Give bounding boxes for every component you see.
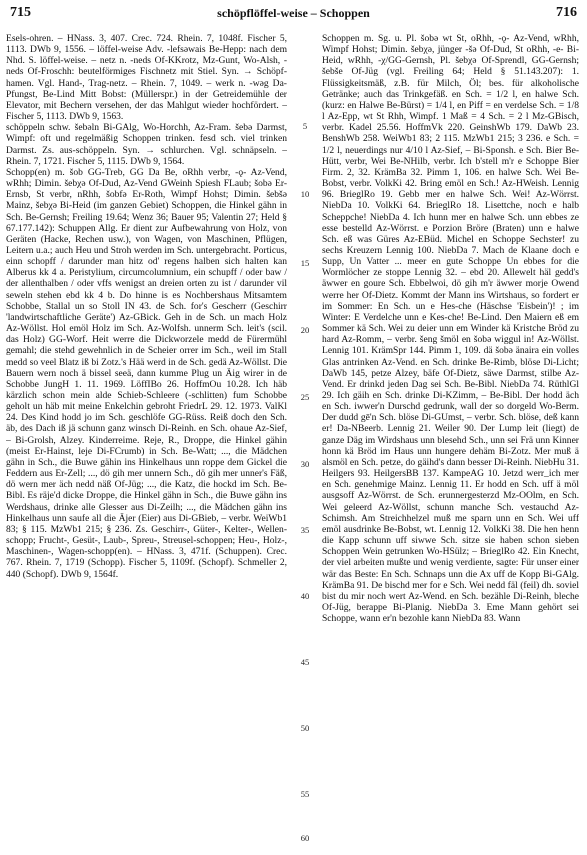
entry-paragraph: schöppeln schw. šebəln Bi-GAlg, Wo-Horchh, Az-Fram. šebə Darmst, Wimpf: oft und regelmäßig Schoppen trinken. fesd sch. viel trinken Darmst. Zs. aus-schöppeln. Syn. → schlurchen. Vgl. schnäpseln. – Rhein. 7, 1721. Fischer 5, 1115. DWb 9, 1564. bbox=[6, 122, 287, 167]
page-header bbox=[0, 0, 587, 28]
entry-paragraph: Schopp(en) m. šob GG-Treb, GG Da Be, oRhh verbr, -ǫ- Az-Vend, wRhh; Dimin. šebχə Of-Dud, Az-Vend GWeinh Spiesh FLaub; šobə Er-Ernsb, St verbr, nRhh, šobfə Er-Roth, Wimpf Hohst; Dimin. šebšə Mainz, šebχə Bi-Heid (im ganzen Gebiet) Schoppen, die Hinkel gähn in Sch. Be-Gernsh; Freiling 19.64; Wenz 36; Bauer 95; Valentin 27; Held § 67.177.142): Schuppen Allg. Er dient zur Aufbewahrung von Holz, von Geräten (Hacke, Rechen usw.), von Wagen, von Maschinen, Pflügen, Leitern u.a.; auch Heu und Stroh werden im Sch. untergebracht. Porticus, einn schopff / darunder man hitz od' regens halben sich halten kan Alberus kk 4 a. Peristylium, circumcolumnium, ein schupff / oder baw / der allenthalben / oder vffs wenigst an dreien orten zu ist / darunder vil seweln stehen ebd kk 4 b. Do hinne is es Nochbershaus Mitsamtem Schobbe, Stallal un so Stoll IN 43. de Sch. for's Gescherr (Geschirr 'landwirtschaftliche Geräte') Az-GBick. Geh in de Sch. un mach Holz Az-Wöllst. Hol emöl Holz im Sch. Az-Wolfsh. unnerm Sch. leit's (scil. das Holz) GG-Worf. Heit werre die Dickworzele medd de Fürermühl gemahl; die stehd gewehnlich in de Scheier orrer im Sch., weil im Stall medd so veel Blatz iß bi Zotz.'s Hää werd in de Sch. gedä Az-Wöllst. Die Bauern wern noch ä bissel seeä, dann kumme Plug un Äig wirer in de Schobbe JungH 1. 11. 1969. LöffIBo 26. HoffmOu 10.28. Ich häb kärzlich schon mein alde Schieb-Schleere (-schlitten) fum Schobbe geholt un häb mit meine Enkelchin gebroht FriedrL 29. 12. 1973. ValKl 24. Des Kind hodd jo im Sch. geschlöfe GG-Rüss. Reiß doch den Sch. äb, des Dach iß jä schunn ganz winsch Di-Reinh. en Sch. ohaue Az-Sief, – Bi-Grolsh, Alzey. Kinderreime. Reje, R., Droppe, die Hinkel gähin (meist Er-Hainst, leje Di-FCrumb) in Sch. Be-Watt; ..., die Mädchen gähn in Sch., die Buwe gähin ins Hinkelhaus unn roppe dem Gickel die Feddern aus Er-Zell; ..., dö gih mer unnern Sch., dö gih mer unner's Fäß, dö wern mer äch nedd näß Of-Jüg; ..., die Katz, die hockd im Sch. Be-Bibl. Es räje'd dicke Droppe, die Hinkel gähn in Sch., die Buwe gähn ins Werdshaus, drinke alle Glesser aus Di-Zeilh; ..., die Mädchen gähn ins Hinkelhaus unn saufe all die Äjer (Eier) aus Di-GBieb, – verbr. WeiWb1 83; § 115. MzWb1 215; § 236. Zs. Geschirr-, Güter-, Kelter-, Wellen-schopp; Frucht-, Gesüt-, Laub-, Spreu-, Streusel-schoppen; Heu-, Holz-, Maschinen-, Wagen-schopp(en). – HNass. 3, 471f. (Schuppen). Crec. 767. Rhein. 7, 1719 (Schopp). Fischer 5, 1109f. (Schopf). Schmeller 2, 440 (Schopf). DWb 9, 1564f. bbox=[6, 166, 287, 580]
running-head: schöpflöffel-weise – Schoppen bbox=[217, 6, 370, 20]
line-number: 5 bbox=[302, 121, 308, 131]
line-number: 45 bbox=[300, 657, 310, 667]
left-page-number: 715 bbox=[10, 5, 31, 20]
line-number: 30 bbox=[300, 459, 310, 469]
right-column bbox=[322, 33, 579, 848]
line-number: 60 bbox=[300, 833, 310, 843]
left-column bbox=[6, 33, 287, 848]
line-number: 40 bbox=[300, 591, 310, 601]
line-number: 25 bbox=[300, 392, 310, 402]
entry-paragraph: Schoppen m. Sg. u. Pl. šobə wt St, oRhh, -ǫ- Az-Vend, wRhh, Wimpf Hohst; Dimin. šebχə, jünger -šə Of-Dud, St oRhh, -e- Bi-Heid, wRhh, -χ/GG-Gernsh, Pl. šebχə Of-Sprendl, GG-Gernsh; šebše Of-Jüg (vgl. Freiling 64; Held § 51.143.207): 1. Flüssigkeitsmäß, z.B. für Milch, Öl; bes. für alkoholische Getränke; auch das Trinkgefäß. en Sch. = 1/2 l, en halwe Sch. (kurz: en Halwe Be-Bürst) = 1/4 l, en Piff = en verdelse Sch. = 1/8 l Az-Epp, wt St Rhh, Wimpf. 1 Maß = 4 Sch. = 2 l Mz-GBisch, verbr. Kadel 25.56. HoffmVk 220. GeinshWb 179. DaWb 23. BenshWb 258. WeiWb1 83; 2 115. MzWb1 215; 3 236. e Sch. = 1/2 l, neuerdings nur 4/10 l Az-Sief, – Bi-Sponsh. e Sch. Bier Be-Hütt, verbr, Wei Be-NHilb, verbr. Ich b'stell m'r e Schoppe Bier Firm. 2, 32. KrämBa 32. Pimm 1, 106. en halwe Sch. Wei Be-Bobst, verbr. VolkKi 42. Bring emöl en Sch.! Az-HWeish. Lennig 96. BrieglRo 19. Gebb mer en halwe Sch. Wei! Az-Wörrst. NiebDa 10. VolkKi 64. BrieglRo 18. Lisettche, noch e halb Scheppche! NiebDa 4. Ich hunn mer en halwe Sch. unn ebbes ze esse bestelld Az-Wörrst. e Porzion Bröre (Braten) unn e halwe Sch. eß was Güres Az-EBüd. Michel en Schoppe Sechster! zu sechs Kreuzern Lennig 100. NiebDa 7. Mach de Klaane doch e Supp, Un Vatter ... meer en gute Schoppe Un ebbes for die Wormlöcher ze stoppe Lennig 32. – ebd 20. Allewelt häl gedd's äwwer en goure Sch. Ebbelwoi, dö gih m'r äwwer morje Owend werre her Of-Dietz. Kommt der Mann ins Wirtshaus, so fordert er im Sommer: En Sch. un e Hes-che (Häschse 'Eisbein')! ; im Winter: E Verdelche unn e Kes-che! Be-Lind. Den Maiern eß em Sommer kä Sch. Wei zu deier unn em Winder kä Kristche Bröd zu hard Az-Romm, – verbr. šeng šmöl en šobə wiggul in! Az-Wöllst. Lennig 101. KrämSpr 144. Pimm 1, 109. dä šobə änaira ein volles Glas antrinken Az-Vend. en Sch. drinke Be-Rimb, blöse Di-Licht; DaWb 145, petze Alzey, bäfe Of-Dietz, säwe Darmst, stilbe Az-Vend. Er drinkd jeden Dag sei Sch. Be-Bibl. NiebDa 74. RüthlGl 29. Ich gäih en Sch. drinke Di-KZimm, – Be-Bibl. Der hodd äch en Sch. iwwer'n Durschd gedrunk, wall der so dorgeld Wo-Berm. Der dudd gē'n Sch. blöse Di-GUmst, – verbr. Sch. blöse, deß kann er! Da-NBeerb. Lennig 21. Weiler 90. Der Lump leit (liegt) de ganze Däg im Wirdshaus unn blesehd Sch., unn sei Frä unn Kinner honn kä Bröd im Haus unn hungere dehäm Bi-Zotz. Mer muß ä alsmöl en Sch. petze, do gäihd's dann besser Di-Reinh. NiebHu 31. Heilgers 93. HeilgersBB 137. KampeAG 10. Jetzd werr_ich mer en Sch. genehmige Mainz. Lennig 11. Er hodd en Sch. uff ä möl ausgsoff Az-Wörrst. de Sch. erunnergesterzd Mz-OOlm, en Sch. Wei geleerd Az-Wöllst, schunn manche Sch. vestauchd Az-Schimsh. Am Streichhelzel muß me sparn unn en Sch. Wei uff emöl ausdrinke Be-Bobst, wt. Lennig 12. VolkKi 38. Die hen henn die Kapp schunn uff siwwe Sch. sitze sie haben schon sieben Schoppen Wein getrunken Wo-HSülz; – BrieglRo 42. Ein Knecht, der viel arbeiten mußte und wenig verdiente, sagte: Für unser einer wär das Beste: En Sch. Schnaps unn die Ax uff de Kopp Bi-GAlg. KrämBa 91. De bischd mer for e Sch. Wei nedd fäl (feil) dh. soviel bist du mir noch wert Az-Wend. en Sch. bezähle Di-Reinh, bleche Of-Jüg, berappe Bi-Planig. NiebDa 3. Eme Mann gehört sei Schoppe, wann er'n bezohle kann NiebDa 83. Wann bbox=[322, 33, 579, 625]
line-number: 50 bbox=[300, 723, 310, 733]
right-page-number: 716 bbox=[556, 5, 577, 20]
line-number: 10 bbox=[300, 189, 310, 199]
line-number-gutter bbox=[292, 33, 318, 848]
line-number: 20 bbox=[300, 325, 310, 335]
entry-paragraph: Esels-ohren. – HNass. 3, 407. Crec. 724. Rhein. 7, 1048f. Fischer 5, 1113. DWb 9, 1556. – löffel-weise Adv. -lefsəwais Be-Hepp: nach dem Nhd. S. löffel-weise. – netz n. -neds Of-KKrotz, Mz-Gunt, Wo-Alsh, -neds Of-Froschh: beutelförmiges Fischnetz mit Stiel. Syn. → Schöpf-hamen. Vgl. Hand-, Trag-netz. – Rhein. 7, 1049. – werk n. -wəg Da-Pfungst, Be-Lind Mitt Bobst: (Müllerspr.) in der Getreidemühle der Elevator, mit Bechern versehen, der das Mahlgut wieder hochfördert. – Fischer 5, 1113. DWb 9, 1563. bbox=[6, 33, 287, 123]
line-number: 15 bbox=[300, 258, 310, 268]
line-number: 35 bbox=[300, 525, 310, 535]
line-number: 55 bbox=[300, 789, 310, 799]
